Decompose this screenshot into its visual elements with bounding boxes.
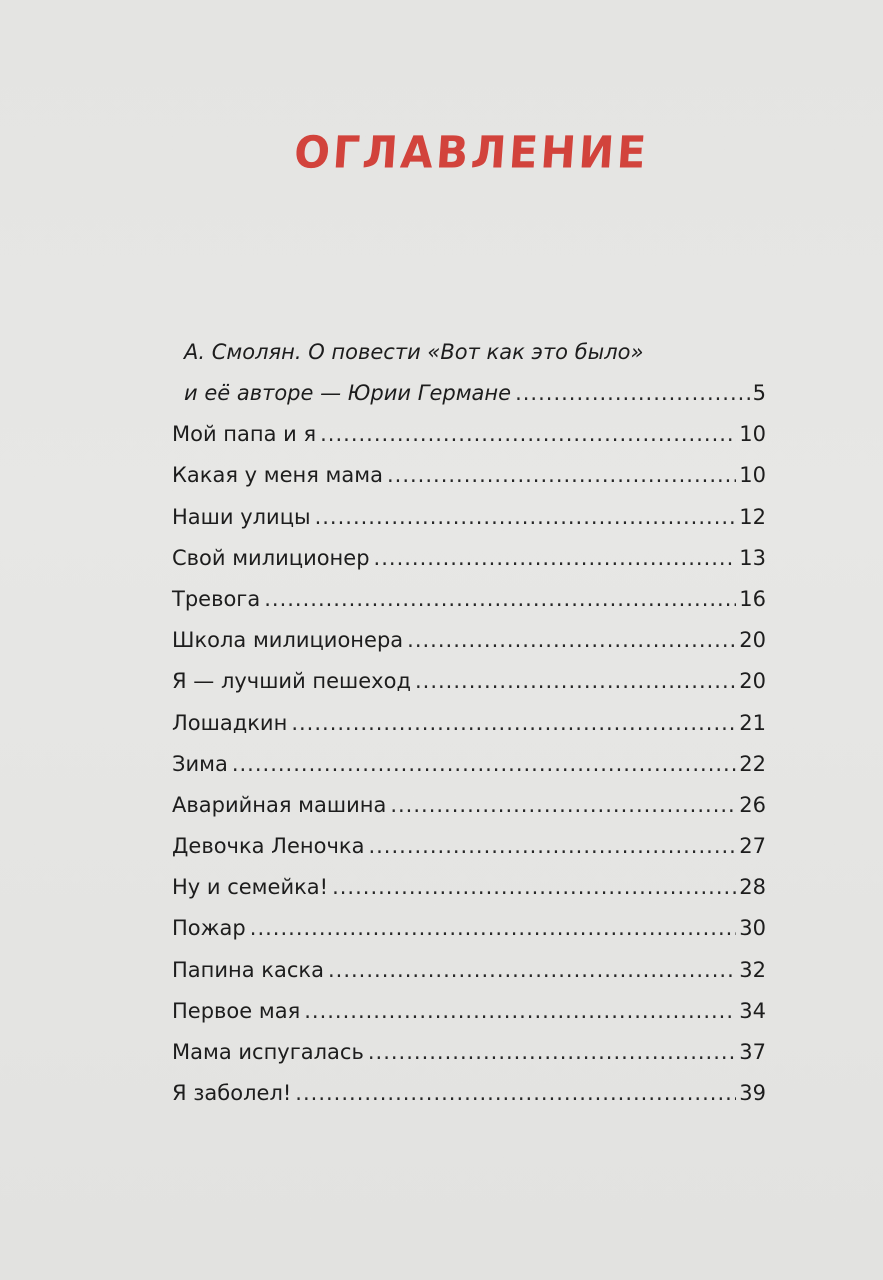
toc-page-number: 28 xyxy=(739,875,766,900)
page-title: ОГЛАВЛЕНИЕ xyxy=(292,126,651,179)
toc-entry xyxy=(172,497,766,538)
dot-leader xyxy=(291,703,736,744)
toc-entry-label: Школа милиционера xyxy=(172,628,404,653)
toc-page-number: 37 xyxy=(739,1040,766,1064)
toc-entry xyxy=(172,826,766,867)
dot-leader xyxy=(515,373,750,414)
toc-entry-label: Первое мая xyxy=(172,998,301,1023)
toc-entry-label: Я — лучший пешеход xyxy=(172,669,411,694)
toc-entry-label: Мама испугалась xyxy=(172,1040,364,1064)
toc-entry xyxy=(172,950,766,991)
toc-intro-entry xyxy=(172,332,766,414)
dot-leader xyxy=(387,455,736,496)
toc-entry xyxy=(172,579,766,620)
toc-page-number: 13 xyxy=(739,545,766,570)
dot-leader xyxy=(295,1073,736,1114)
dot-leader xyxy=(328,950,736,991)
dot-leader xyxy=(390,785,736,826)
toc-page-number: 10 xyxy=(739,463,766,488)
toc-entry-label: Лошадкин xyxy=(172,710,288,735)
toc-page-number: 5 xyxy=(752,381,766,405)
toc-entry xyxy=(172,867,766,908)
toc-entry-label: Я заболел! xyxy=(172,1081,292,1106)
dot-leader xyxy=(407,620,736,661)
toc-page-number: 30 xyxy=(739,916,766,941)
toc-entry-label: Мой папа и я xyxy=(172,422,317,447)
toc-entry xyxy=(172,455,766,496)
dot-leader xyxy=(374,538,737,579)
toc-page-number: 22 xyxy=(739,751,766,776)
toc-page-number: 20 xyxy=(739,628,766,653)
toc-page-number: 34 xyxy=(739,998,766,1023)
dot-leader xyxy=(250,908,737,949)
toc-entry-label: Зима xyxy=(172,751,228,776)
toc-intro-line1: А. Смолян. О повести «Вот как это было» xyxy=(184,340,644,364)
toc-page-number: 21 xyxy=(739,710,766,735)
toc-entry xyxy=(172,414,766,455)
toc-entry xyxy=(172,1073,766,1114)
dot-leader xyxy=(332,867,736,908)
toc-entry xyxy=(172,620,766,661)
toc-entry-label: Девочка Леночка xyxy=(172,834,365,859)
toc-page-number: 20 xyxy=(739,669,766,694)
toc-entry-label: Ну и семейка! xyxy=(172,875,329,900)
toc-entry xyxy=(172,661,766,702)
toc-page-number: 12 xyxy=(739,504,766,529)
toc-entry xyxy=(172,785,766,826)
toc-entry-label: Аварийная машина xyxy=(172,792,387,817)
toc-entry xyxy=(172,703,766,744)
toc-page-number: 16 xyxy=(739,586,766,611)
dot-leader xyxy=(304,991,736,1032)
toc-intro-line2-row xyxy=(172,373,766,414)
toc-page-number: 32 xyxy=(739,957,766,982)
table-of-contents xyxy=(172,332,766,1114)
toc-entry-label: Папина каска xyxy=(172,957,324,982)
dot-leader xyxy=(368,826,736,867)
toc-entry xyxy=(172,908,766,949)
dot-leader xyxy=(368,1032,736,1073)
toc-page-number: 10 xyxy=(739,422,766,447)
dot-leader xyxy=(315,497,737,538)
dot-leader xyxy=(232,744,736,785)
toc-entry-label: Тревога xyxy=(172,586,261,611)
toc-intro-line2: и её авторе — Юрии Германе xyxy=(184,381,512,405)
toc-page-number: 27 xyxy=(739,834,766,859)
dot-leader xyxy=(264,579,736,620)
toc-entry-label: Пожар xyxy=(172,916,246,941)
toc-entry xyxy=(172,538,766,579)
dot-leader xyxy=(320,414,736,455)
toc-entry-label: Какая у меня мама xyxy=(172,463,383,488)
dot-leader xyxy=(415,661,736,702)
toc-entry-label: Свой милиционер xyxy=(172,545,370,570)
toc-entry xyxy=(172,1032,766,1073)
toc-entry xyxy=(172,744,766,785)
toc-entry xyxy=(172,991,766,1032)
toc-page-number: 26 xyxy=(739,792,766,817)
toc-entry-label: Наши улицы xyxy=(172,504,311,529)
toc-page-number: 39 xyxy=(739,1081,766,1106)
